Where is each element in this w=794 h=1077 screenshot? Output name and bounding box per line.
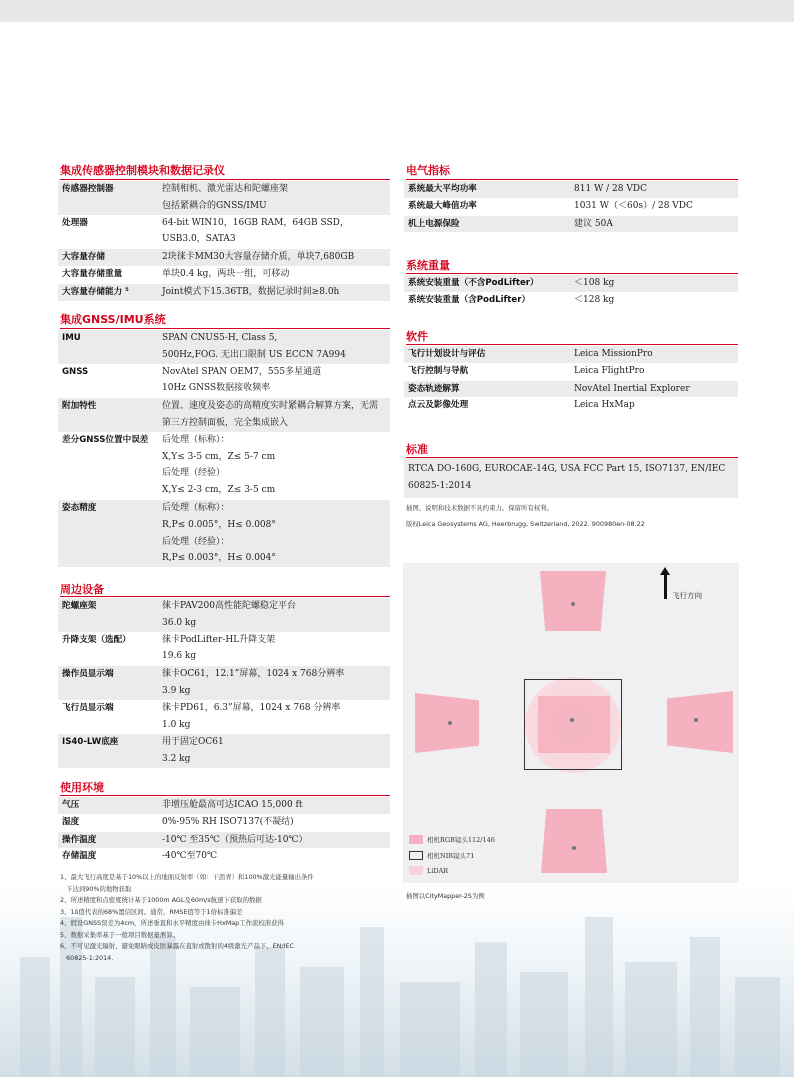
- spec-value: [158, 734, 390, 768]
- spec-value-line: R,P≤ 0.005°，H≤ 0.008°: [162, 519, 276, 530]
- spec-key: 陀螺座架: [58, 598, 158, 632]
- table-row: [58, 432, 390, 500]
- spec-key: 大容量存储: [58, 249, 158, 266]
- table-row: [404, 363, 738, 380]
- section-title-peripherals: 周边设备: [60, 583, 104, 596]
- spec-value-line: Leica FlightPro: [574, 365, 645, 376]
- spec-value-line: 64-bit WIN10，16GB RAM，64GB SSD，: [162, 217, 349, 228]
- spec-value-line: Joint模式下15.36TB，数据记录时间≥8.0h: [162, 286, 340, 297]
- spec-value-line: 10Hz GNSS数据接收频率: [162, 383, 271, 394]
- table-row: [404, 380, 738, 397]
- spec-value-line: ＜128 kg: [574, 294, 615, 305]
- spec-value-line: 1.0 kg: [162, 719, 191, 730]
- section-title-standards: 标准: [406, 443, 428, 456]
- environment-spec-table: [58, 796, 390, 865]
- center-dot: [570, 718, 574, 722]
- center-dot: [572, 846, 576, 850]
- spec-key: IMU: [58, 330, 158, 364]
- spec-value-line: 建议 50A: [574, 218, 613, 229]
- spec-value: [570, 292, 738, 309]
- spec-key: 大容量存储能力 ⁵: [58, 283, 158, 300]
- copyright: 版权Leica Geosystems AG, Heerbrugg, Switzerland, 2022. 900980en-08.22: [406, 520, 645, 528]
- spec-value: [570, 346, 738, 363]
- table-row: [58, 330, 390, 364]
- spec-value: [570, 380, 738, 397]
- legend-rgb: 相机RGB镜头112/146: [409, 835, 495, 844]
- table-row: [58, 499, 390, 567]
- spec-value-line: Leica MissionPro: [574, 349, 653, 359]
- table-row: [58, 848, 390, 865]
- spec-value: [570, 198, 738, 215]
- spec-value: [158, 499, 390, 567]
- section-title-weight: 系统重量: [406, 259, 450, 272]
- spec-value-line: 19.6 kg: [162, 651, 197, 662]
- flight-direction-arrow: [664, 573, 667, 599]
- spec-key: 大容量存储重量: [62, 268, 123, 279]
- spec-value: [158, 266, 390, 283]
- spec-value: [158, 700, 390, 734]
- rgb-footprint-right: [667, 691, 733, 753]
- spec-key: 升降支架（选配）: [62, 634, 131, 645]
- spec-key: 湿度: [62, 816, 80, 827]
- spec-value: [570, 275, 738, 292]
- spec-value: [158, 598, 390, 632]
- footnote: 60825-1:2014.: [60, 953, 114, 962]
- spec-key: 系统安装重量（不含PodLifter）: [404, 275, 570, 292]
- footnote: 下达到90%的地物获取: [60, 884, 132, 893]
- table-row: [404, 275, 738, 292]
- spec-value-line: -10℃ 至35℃（预热后可达-10℃）: [162, 834, 308, 845]
- disclaimer: 插图、说明和技术数据不具约束力。保留所有权利。: [406, 504, 553, 512]
- footnote: 1、最大飞行高度是基于10%以上的地面反射率（如：干沥青）和100%激光能量输出条件: [60, 873, 314, 881]
- spec-key: 存储温度: [62, 851, 97, 862]
- spec-key: 系统安装重量（含PodLifter）: [408, 294, 531, 305]
- electrical-spec-table: [404, 180, 738, 232]
- spec-value-line: 3.2 kg: [162, 754, 191, 765]
- spec-value-line: 徕卡PodLifter-HL升降支架: [162, 634, 276, 645]
- spec-value: [570, 363, 738, 380]
- spec-value-line: 36.0 kg: [162, 617, 197, 628]
- peripherals-spec-table: [58, 597, 390, 768]
- rgb-footprint-left: [415, 693, 479, 753]
- table-row: [58, 249, 390, 266]
- spec-key: 附加特性: [58, 398, 158, 432]
- table-row: [58, 398, 390, 432]
- table-row: [58, 797, 390, 814]
- software-spec-table: [404, 345, 738, 414]
- spec-value: [158, 814, 390, 831]
- table-row: [58, 666, 390, 700]
- spec-value: [158, 848, 390, 865]
- spec-key: 点云及影像处理: [408, 400, 469, 411]
- spec-value-line: ＜108 kg: [574, 278, 615, 288]
- arrow-head-icon: [660, 567, 670, 575]
- spec-key: 系统最大平均功率: [404, 181, 570, 198]
- spec-key: 操作温度: [58, 831, 158, 848]
- center-dot: [694, 718, 698, 722]
- spec-value-line: 徕卡PAV200高性能陀螺稳定平台: [162, 601, 296, 611]
- spec-value: [158, 797, 390, 814]
- table-row: [58, 700, 390, 734]
- spec-key: 姿态精度: [58, 499, 158, 567]
- spec-key: 系统最大峰值功率: [408, 200, 477, 211]
- spec-key: GNSS: [62, 366, 89, 377]
- spec-value-line: 位置、速度及姿态的高精度实时紧耦合解算方案，无需第三方控制面板，完全集成嵌入: [162, 401, 379, 428]
- spec-value-line: 徕卡PD61，6.3”屏幕，1024 x 768 分辨率: [162, 702, 341, 713]
- sensor-spec-table: [58, 180, 390, 301]
- section-title-environment: 使用环境: [60, 781, 104, 794]
- spec-value-line: 控制相机、激光雷达和陀螺座架: [162, 184, 289, 194]
- footnote: 5、数据采集率基于一般项目数据量测算。: [60, 930, 180, 939]
- spec-value-line: 后处理（经验）: [162, 468, 226, 479]
- rgb-footprint-nadir: [538, 696, 610, 753]
- legend-nir: 相机NIR镜头71: [409, 851, 474, 860]
- spec-value-line: -40℃至70℃: [162, 851, 218, 862]
- footnote: 2、所述精度和点密度统计基于1000m AGL及60m/s航速下获取的数据: [60, 896, 262, 904]
- table-row: [58, 831, 390, 848]
- section-title-software: 软件: [406, 330, 428, 343]
- spec-key: 飞行计划设计与评估: [404, 346, 570, 363]
- spec-value-line: 后处理（标称）：: [162, 502, 230, 513]
- weight-spec-table: [404, 274, 738, 309]
- spec-value: [158, 249, 390, 266]
- table-row: [58, 283, 390, 300]
- table-row: [404, 198, 738, 215]
- spec-key: 飞行控制与导航: [408, 365, 469, 376]
- footnote: 6、不可见激光辐射，避免眼睛或皮肤暴露在直射或散射的4级激光产品下，EN/IEC: [60, 942, 294, 950]
- table-row: [58, 734, 390, 768]
- legend-lidar: LiDAR: [409, 866, 448, 875]
- spec-value: [158, 632, 390, 666]
- spec-value: [158, 831, 390, 848]
- center-dot: [571, 602, 575, 606]
- spec-value-line: Leica HxMap: [574, 400, 635, 411]
- spec-value: [570, 215, 738, 232]
- spec-key: 差分GNSS位置中误差: [62, 434, 149, 445]
- spec-value: [570, 397, 738, 414]
- spec-value-line: 811 W / 28 VDC: [574, 184, 647, 194]
- spec-value: [158, 181, 390, 215]
- standards-text: RTCA DO-160G, EUROCAE-14G, USA FCC Part 15, ISO7137, EN/IEC 60825-1:2014: [404, 458, 738, 498]
- spec-value-line: 单块0.4 kg，两块一组，可移动: [162, 268, 290, 279]
- section-title-gnss: 集成GNSS/IMU系统: [60, 313, 166, 326]
- table-row: [58, 632, 390, 666]
- spec-key: IS40-LW底座: [58, 734, 158, 768]
- spec-value-line: SPAN CNUS5-H, Class 5,: [162, 333, 278, 343]
- center-dot: [448, 721, 452, 725]
- spec-value-line: 徕卡OC61，12.1”屏幕，1024 x 768分辨率: [162, 669, 345, 680]
- spec-value-line: X,Y≤ 3-5 cm，Z≤ 5-7 cm: [162, 451, 276, 462]
- spec-value-line: 后处理（经验）：: [162, 536, 230, 547]
- section-title-sensor: 集成传感器控制模块和数据记录仪: [60, 164, 225, 177]
- table-row: [58, 814, 390, 831]
- table-row: [404, 215, 738, 232]
- spec-value: [158, 330, 390, 364]
- spec-value: [158, 215, 390, 249]
- table-row: [404, 397, 738, 414]
- spec-value: [158, 283, 390, 300]
- spec-value-line: 用于固定OC61: [162, 737, 224, 748]
- footnotes: [60, 872, 395, 964]
- spec-value: [158, 398, 390, 432]
- spec-key: 机上电源保险: [404, 215, 570, 232]
- table-row: [404, 346, 738, 363]
- table-row: [58, 215, 390, 249]
- table-row: [58, 598, 390, 632]
- spec-value: [570, 181, 738, 198]
- spec-key: 飞行员显示端: [62, 702, 114, 713]
- spec-value-line: R,P≤ 0.003°，H≤ 0.004°: [162, 553, 276, 564]
- spec-key: 处理器: [62, 217, 88, 228]
- spec-value-line: 3.9 kg: [162, 685, 191, 696]
- rgb-footprint-backward: [541, 809, 607, 873]
- sensor-footprint-diagram: [403, 563, 739, 883]
- table-row: [404, 292, 738, 309]
- spec-key: 传感器控制器: [58, 181, 158, 215]
- table-row: [404, 181, 738, 198]
- spec-value-line: 500Hz,FOG. 无出口限制 US ECCN 7A994: [162, 349, 346, 360]
- table-row: [58, 364, 390, 398]
- spec-value-line: 0%-95% RH ISO7137(不凝结): [162, 816, 294, 827]
- flight-direction-label: 飞行方向: [672, 591, 702, 600]
- spec-key: 姿态轨迹解算: [404, 380, 570, 397]
- gnss-spec-table: [58, 329, 390, 567]
- spec-value-line: 非增压舱最高可达ICAO 15,000 ft: [162, 800, 303, 810]
- spec-value: [158, 666, 390, 700]
- spec-value-line: 后处理（标称）：: [162, 434, 230, 445]
- spec-value-line: 2块徕卡MM30大容量存储介质，单块7,680GB: [162, 252, 355, 263]
- spec-value-line: USB3.0，SATA3: [162, 234, 236, 245]
- diagram-caption: 插图以CityMapper-2S为例: [406, 892, 485, 900]
- table-row: [58, 266, 390, 283]
- spec-value-line: 包括紧耦合的GNSS/IMU: [162, 200, 267, 211]
- spec-value-line: NovAtel SPAN OEM7，555多星通道: [162, 366, 322, 377]
- top-bar: [0, 0, 794, 22]
- section-title-electrical: 电气指标: [406, 164, 450, 177]
- spec-value: [158, 432, 390, 500]
- spec-value-line: NovAtel Inertial Explorer: [574, 383, 690, 394]
- spec-value-line: X,Y≤ 2-3 cm，Z≤ 3-5 cm: [162, 485, 276, 496]
- spec-key: 操作员显示端: [58, 666, 158, 700]
- spec-value-line: 1031 W（＜60s）/ 28 VDC: [574, 200, 693, 211]
- footnote: 3、1δ值代表的68%置信区间。通常，RMSE值等于1倍标准偏差: [60, 907, 243, 916]
- spec-key: 气压: [58, 797, 158, 814]
- table-row: [58, 181, 390, 215]
- spec-value: [158, 364, 390, 398]
- footnote: 4、假设GNSS误差为4cm，所述垂直和水平精度由徕卡HxMap工作流校准获得: [60, 919, 284, 927]
- rgb-footprint-forward: [540, 571, 606, 631]
